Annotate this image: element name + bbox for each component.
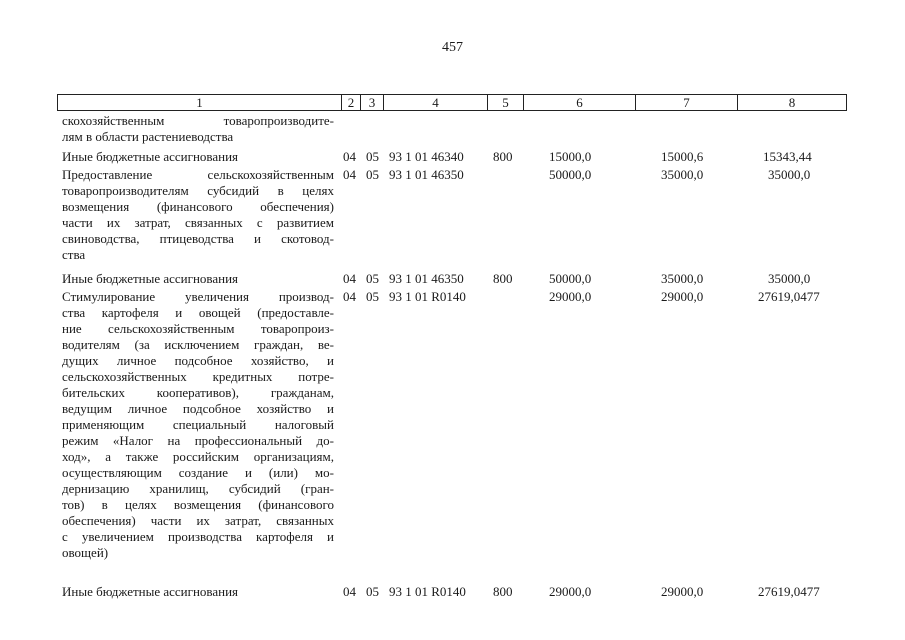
expense-type-code: 800 — [493, 584, 513, 599]
description-line: ства картофеля и овощей (предоставле- — [62, 305, 334, 320]
description-line: применяющим специальный налоговый — [62, 417, 334, 432]
amount-col-7: 35000,0 — [661, 271, 704, 286]
column-header-8: 8 — [788, 95, 796, 110]
table-row-description — [62, 584, 334, 600]
description-line: ведущим личное подсобное хозяйство и — [62, 401, 334, 416]
description-line: возмещения (финансового обеспечения) — [62, 199, 334, 214]
description-line: водителям (за исключением граждан, ве- — [62, 337, 334, 352]
amount-col-8: 35000,0 — [768, 271, 811, 286]
amount-col-6: 50000,0 — [549, 167, 592, 182]
description-line: овощей) — [62, 545, 109, 560]
description-line: ход», а также российским организациям, — [62, 449, 334, 464]
table-row-description — [62, 113, 334, 145]
description-line: Предоставление сельскохозяйственным — [62, 167, 334, 182]
description-line: бительских кооперативов), гражданам, — [62, 385, 334, 400]
target-article-code: 93 1 01 46350 — [389, 271, 464, 286]
amount-col-8: 15343,44 — [763, 149, 812, 164]
description-line: свиноводства, птицеводства и скотовод- — [62, 231, 334, 246]
description-line: осуществляющим создание и (или) мо- — [62, 465, 334, 480]
table-row-description — [62, 167, 334, 263]
description-line: части их затрат, связанных с развитием — [62, 215, 334, 230]
description-line: Стимулирование увеличения производ- — [62, 289, 334, 304]
column-header-6: 6 — [524, 95, 636, 110]
subsection-code: 05 — [366, 584, 379, 599]
description-line: лям в области растениеводства — [62, 129, 234, 144]
column-header-1: 1 — [58, 95, 342, 110]
column-header-7: 7 — [636, 95, 738, 110]
target-article-code: 93 1 01 R0140 — [389, 289, 466, 304]
description-line: дернизацию хранилищ, субсидий (гран- — [62, 481, 334, 496]
description-line: ства — [62, 247, 86, 262]
amount-col-8: 35000,0 — [768, 167, 811, 182]
subsection-code: 05 — [366, 149, 379, 164]
table-row-description — [62, 289, 334, 561]
amount-col-7: 15000,6 — [661, 149, 704, 164]
table-header — [57, 94, 847, 111]
description-line: обеспечения) части их затрат, связанных — [62, 513, 334, 528]
description-line: товаропроизводителям субсидий в целях — [62, 183, 334, 198]
description-line: Иные бюджетные ассигнования — [62, 271, 239, 286]
section-code: 04 — [343, 149, 356, 164]
amount-col-7: 35000,0 — [661, 167, 704, 182]
description-line: дущих личное подсобное хозяйство, и — [62, 353, 334, 368]
description-line: режим «Налог на профессиональный до- — [62, 433, 334, 448]
amount-col-6: 50000,0 — [549, 271, 592, 286]
amount-col-6: 29000,0 — [549, 584, 592, 599]
column-header-3: 3 — [361, 95, 384, 110]
description-line: с увеличением производства картофеля и — [62, 529, 334, 544]
table-row-description — [62, 271, 334, 287]
column-header-5: 5 — [488, 95, 524, 110]
column-header-4: 4 — [384, 95, 488, 110]
description-line: скохозяйственным товаропроизводите- — [62, 113, 334, 128]
subsection-code: 05 — [366, 167, 379, 182]
subsection-code: 05 — [366, 289, 379, 304]
description-line: тов) в целях возмещения (финансового — [62, 497, 334, 512]
amount-col-6: 15000,0 — [549, 149, 592, 164]
description-line: Иные бюджетные ассигнования — [62, 584, 239, 599]
description-line: Иные бюджетные ассигнования — [62, 149, 239, 164]
target-article-code: 93 1 01 R0140 — [389, 584, 466, 599]
table-row-description — [62, 149, 334, 165]
section-code: 04 — [343, 167, 356, 182]
column-header-2: 2 — [342, 95, 361, 110]
target-article-code: 93 1 01 46350 — [389, 167, 464, 182]
expense-type-code: 800 — [493, 149, 513, 164]
section-code: 04 — [343, 271, 356, 286]
description-line: сельскохозяйственных кредитных потре- — [62, 369, 334, 384]
target-article-code: 93 1 01 46340 — [389, 149, 464, 164]
amount-col-7: 29000,0 — [661, 289, 704, 304]
amount-col-7: 29000,0 — [661, 584, 704, 599]
amount-col-8: 27619,0477 — [758, 584, 820, 599]
subsection-code: 05 — [366, 271, 379, 286]
description-line: ние сельскохозяйственным товаропроиз- — [62, 321, 334, 336]
section-code: 04 — [343, 289, 356, 304]
amount-col-8: 27619,0477 — [758, 289, 820, 304]
page-number: 457 — [442, 40, 463, 55]
amount-col-6: 29000,0 — [549, 289, 592, 304]
expense-type-code: 800 — [493, 271, 513, 286]
section-code: 04 — [343, 584, 356, 599]
